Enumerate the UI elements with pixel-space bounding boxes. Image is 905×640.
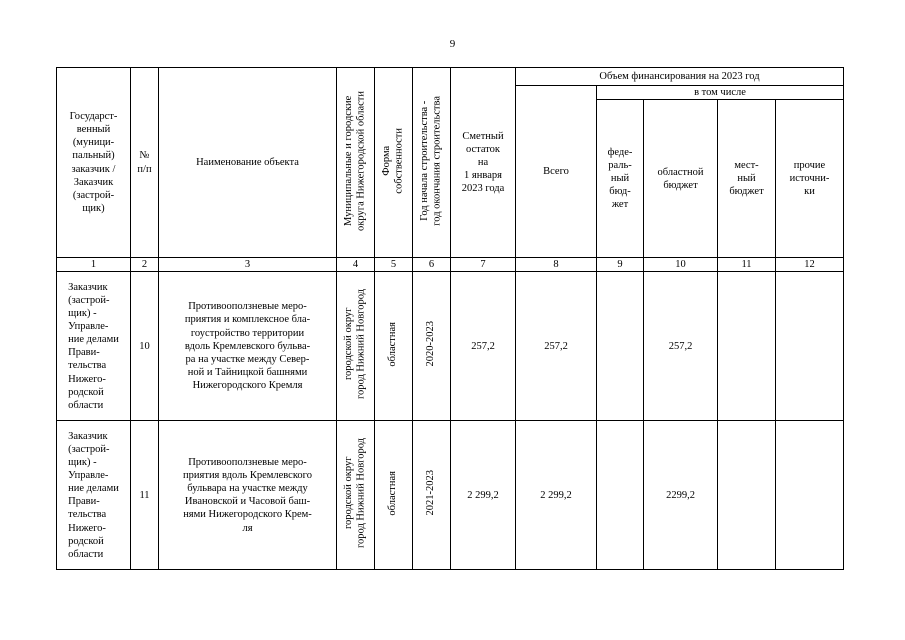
row-federal: [597, 272, 644, 421]
row-customer: Заказчик (застрой- щик) - Управле- ние делами Прави- тельства Нижего- родской области: [57, 421, 131, 570]
row-object-name: Противооползневые меро- приятия вдоль Кремлевского бульвара на участке между Ивановской и Часовой баш- нями Нижегородского Крем- ля: [159, 421, 337, 570]
col-number: 9: [597, 258, 644, 272]
row-years: 2021-2023: [413, 421, 451, 570]
col-number: 8: [516, 258, 597, 272]
col-number: 7: [451, 258, 516, 272]
header-federal: феде- раль- ный бюд- жет: [597, 100, 644, 258]
row-local: [718, 421, 776, 570]
header-regional: областной бюджет: [644, 100, 718, 258]
row-regional: 257,2: [644, 272, 718, 421]
row-customer: Заказчик (застрой- щик) - Управле- ние делами Прави- тельства Нижего- родской области: [57, 272, 131, 421]
header-ownership: Форма собственности: [375, 68, 413, 258]
header-funding-title: Объем финансирования на 2023 год: [516, 68, 844, 86]
col-number: 11: [718, 258, 776, 272]
row-ownership: областная: [375, 272, 413, 421]
row-number: 11: [131, 421, 159, 570]
page-number: 9: [449, 38, 456, 50]
header-total: Всего: [516, 86, 597, 258]
row-object-name: Противооползневые меро- приятия и комплексное бла- гоустройство территории вдоль Кремлевского бульва- ра на участке между Север- ной и Тайницкой башнями Нижегородского Кремля: [159, 272, 337, 421]
row-total: 257,2: [516, 272, 597, 421]
row-ownership: областная: [375, 421, 413, 570]
col-number: 10: [644, 258, 718, 272]
table-row: [57, 421, 844, 570]
header-row-1: [57, 68, 844, 86]
row-balance: 257,2: [451, 272, 516, 421]
col-number: 3: [159, 258, 337, 272]
header-balance: Сметный остаток на 1 января 2023 года: [451, 68, 516, 258]
table-row: [57, 272, 844, 421]
funding-table: [56, 67, 844, 570]
header-other: прочие источни- ки: [776, 100, 844, 258]
col-number: 12: [776, 258, 844, 272]
col-number: 2: [131, 258, 159, 272]
header-customer: Государст- венный (муници- пальный) заказчик / Заказчик (застрой- щик): [57, 68, 131, 258]
row-federal: [597, 421, 644, 570]
row-regional: 2299,2: [644, 421, 718, 570]
col-number: 6: [413, 258, 451, 272]
row-local: [718, 272, 776, 421]
row-number: 10: [131, 272, 159, 421]
row-other: [776, 421, 844, 570]
header-object-name: Наименование объекта: [159, 68, 337, 258]
row-total: 2 299,2: [516, 421, 597, 570]
row-balance: 2 299,2: [451, 421, 516, 570]
row-years: 2020-2023: [413, 272, 451, 421]
col-number: 1: [57, 258, 131, 272]
header-local: мест- ный бюджет: [718, 100, 776, 258]
header-years: Год начала строительства - год окончания строительства: [413, 68, 451, 258]
col-number: 5: [375, 258, 413, 272]
row-other: [776, 272, 844, 421]
row-district: городской округ город Нижний Новгород: [337, 421, 375, 570]
header-including: в том числе: [597, 86, 844, 100]
col-number: 4: [337, 258, 375, 272]
header-district: Муниципальные и городские округа Нижегородской области: [337, 68, 375, 258]
row-district: городской округ город Нижний Новгород: [337, 272, 375, 421]
header-number: № п/п: [131, 68, 159, 258]
column-numbers-row: [57, 258, 844, 272]
